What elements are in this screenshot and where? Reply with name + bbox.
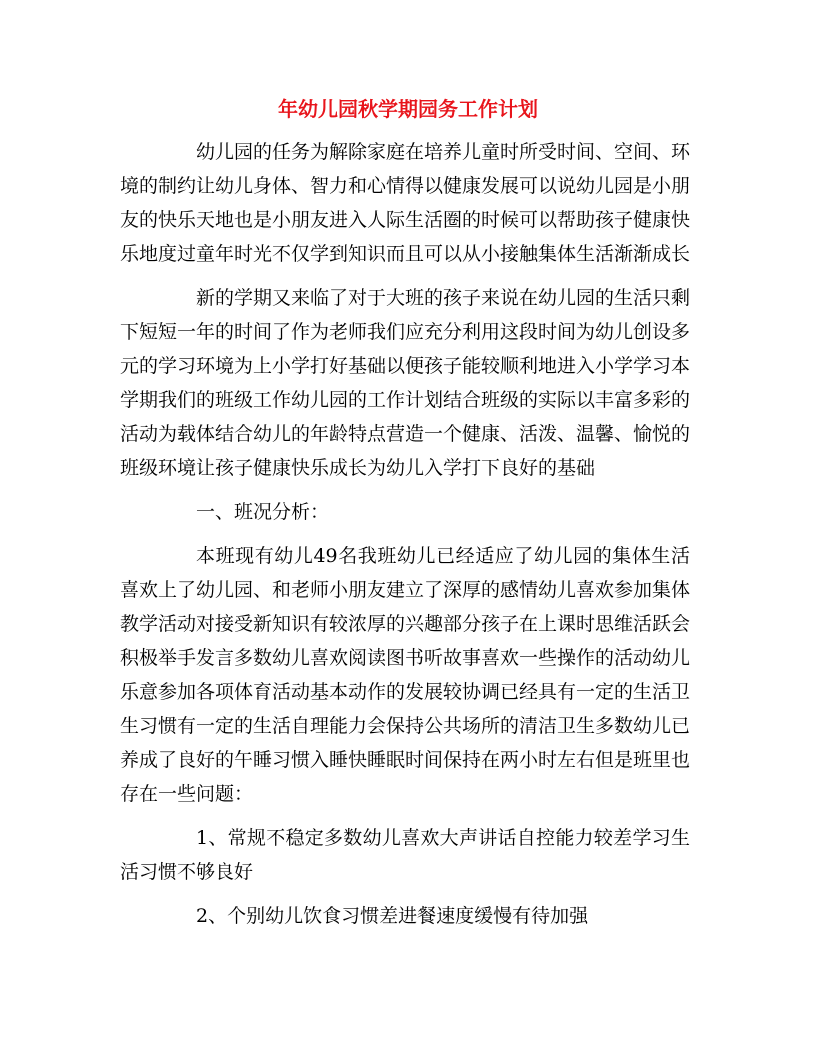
list-item-2: 2、个别幼儿饮食习惯差进餐速度缓慢有待加强 (196, 905, 589, 927)
section-heading-class-analysis: 一、班况分析： (196, 501, 330, 523)
document-body (120, 135, 690, 933)
paragraph-class-analysis: 本班现有幼儿49名我班幼儿已经适应了幼儿园的集体生活喜欢上了幼儿园、和老师小朋友建立了深厚的感情幼儿喜欢参加集体教学活动对接受新知识有较浓厚的兴趣部分孩子在上课时思维活跃会积极举手发言多数幼儿喜欢阅读图书听故事喜欢一些操作的活动幼儿乐意参加各项体育活动基本动作的发展较协调已经具有一定的生活卫生习惯有一定的生活自理能力会保持公共场所的清洁卫生多数幼儿已养成了良好的午睡习惯入睡快睡眠时间保持在两小时左右但是班里也存在一些问题： (120, 545, 691, 805)
document-title: 年幼儿园秋学期园务工作计划 (278, 97, 538, 121)
paragraph-new-semester: 新的学期又来临了对于大班的孩子来说在幼儿园的生活只剩下短短一年的时间了作为老师我们应充分利用这段时间为幼儿创设多元的学习环境为上小学打好基础以便孩子能较顺利地进入小学学习本学期我们的班级工作幼儿园的工作计划结合班级的实际以丰富多彩的活动为载体结合幼儿的年龄特点营造一个健康、活泼、温馨、愉悦的班级环境让孩子健康快乐成长为幼儿入学打下良好的基础 (120, 287, 691, 479)
paragraph-intro: 幼儿园的任务为解除家庭在培养儿童时所受时间、空间、环境的制约让幼儿身体、智力和心情得以健康发展可以说幼儿园是小朋友的快乐天地也是小朋友进入人际生活圈的时候可以帮助孩子健康快乐地度过童年时光不仅学到知识而且可以从小接触集体生活渐渐成长 (120, 141, 691, 265)
list-item-1: 1、常规不稳定多数幼儿喜欢大声讲话自控能力较差学习生活习惯不够良好 (120, 827, 690, 883)
